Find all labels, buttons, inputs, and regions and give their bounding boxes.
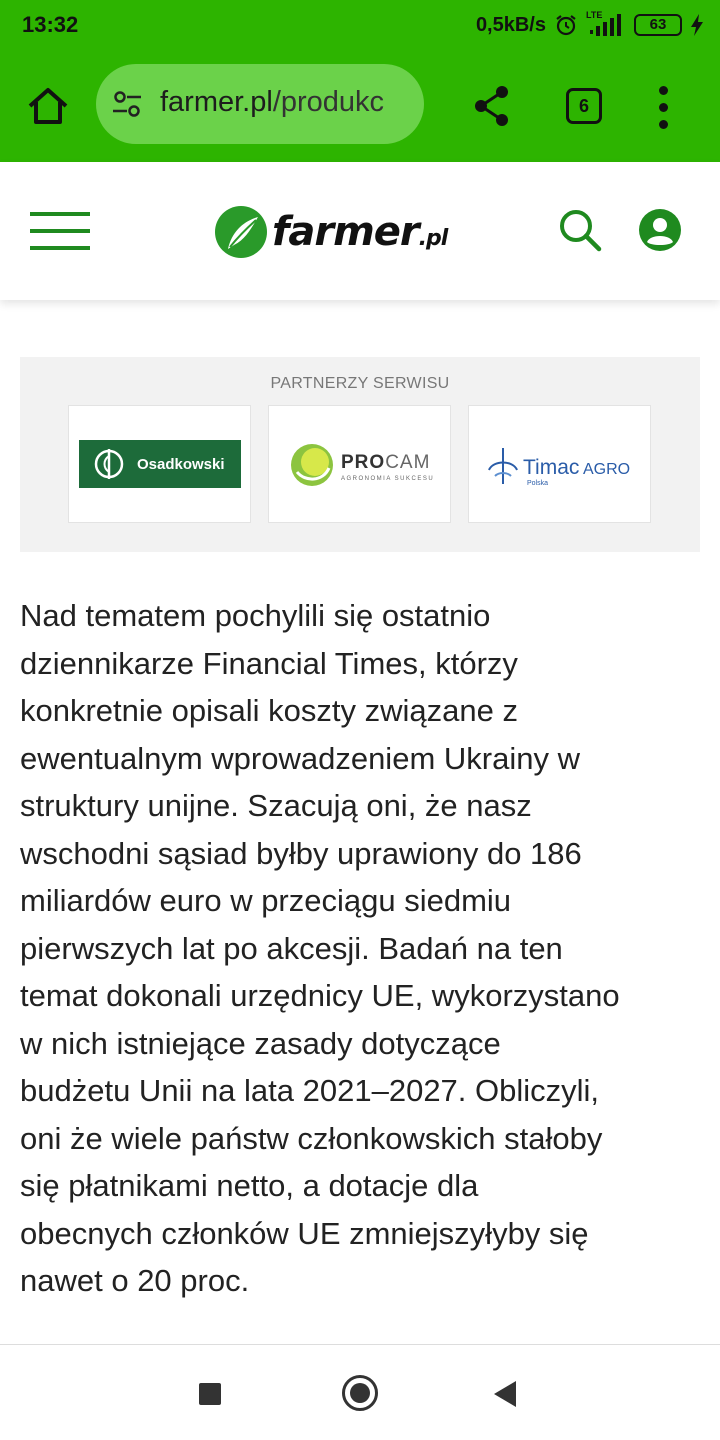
partner-osadkowski[interactable]	[68, 405, 251, 523]
recents-icon[interactable]	[199, 1383, 221, 1405]
url-text[interactable]	[160, 86, 384, 119]
timac-mark-icon	[485, 446, 521, 486]
url-domain: farmer.pl	[160, 86, 273, 118]
system-nav-bar	[0, 1344, 720, 1440]
charging-icon	[690, 14, 704, 36]
home-icon[interactable]	[24, 82, 72, 130]
status-time: 13:32	[22, 12, 79, 37]
procam-tagline: AGRONOMIA SUKCESU	[341, 476, 435, 482]
article-paragraph: Nad tematem pochylili się ostatnio dziennikarze Financial Times, którzy konkretnie opisali koszty związane z ewentualnym wprowadzeniem Ukrainy w struktury unijne. Szacują oni, że nasz wschodni sąsiad byłby uprawiony do 186 miliardów euro w przeciągu siedmiu pierwszych lat po akcesji. Badań na ten temat dokonali urzędnicy UE, wykorzystano w nich istniejące zasady dotyczące budżetu Unii na lata 2021–2027. Obliczyli, oni że wiele państw członkowskich stałoby się płatnikami netto, a dotacje dla obecnych członków UE zmniejszyłyby się nawet o 20 proc.	[20, 598, 620, 1298]
share-icon[interactable]	[472, 84, 512, 128]
partners-title: PARTNERZY SERWISU	[270, 375, 450, 392]
battery-icon: 63	[634, 14, 682, 36]
account-icon[interactable]	[638, 208, 682, 252]
hamburger-menu-icon[interactable]	[30, 212, 90, 250]
logo-suffix: .pl	[418, 226, 448, 251]
timac-name	[523, 456, 630, 480]
alarm-icon	[554, 13, 578, 37]
timac-name-small: AGRO	[579, 461, 631, 478]
overflow-menu-icon[interactable]	[654, 86, 674, 130]
search-icon[interactable]	[558, 208, 602, 252]
site-settings-icon[interactable]	[112, 90, 142, 118]
osadkowski-name: Osadkowski	[137, 455, 225, 473]
partner-timac[interactable]	[468, 405, 651, 523]
procam-name	[341, 452, 430, 474]
url-path: /produkc	[272, 86, 385, 118]
status-indicators	[476, 10, 704, 40]
back-icon[interactable]	[494, 1381, 516, 1407]
home-circle-icon[interactable]	[342, 1375, 378, 1411]
site-header	[0, 162, 720, 300]
partners-box	[20, 357, 700, 552]
status-bar	[0, 0, 720, 50]
osadkowski-mark-icon	[89, 446, 129, 482]
tab-switcher-icon[interactable]: 6	[566, 88, 602, 124]
network-type: LTE	[586, 10, 603, 20]
partner-procam[interactable]	[268, 405, 451, 523]
address-bar[interactable]	[96, 64, 424, 144]
signal-icon	[586, 12, 626, 38]
browser-toolbar	[0, 50, 720, 162]
timac-name-main: Timac	[523, 456, 580, 479]
logo-text: farmer	[272, 209, 419, 255]
timac-tagline: Polska	[527, 480, 549, 487]
site-logo[interactable]	[214, 202, 447, 262]
procam-name-light: CAM	[385, 452, 431, 473]
procam-globe-icon	[289, 442, 335, 488]
net-speed: 0,5kB/s	[475, 13, 546, 36]
procam-name-bold: PRO	[341, 452, 386, 473]
logo-wordmark	[272, 209, 447, 255]
leaf-logo-icon	[214, 205, 268, 259]
osadkowski-logo	[79, 440, 241, 488]
